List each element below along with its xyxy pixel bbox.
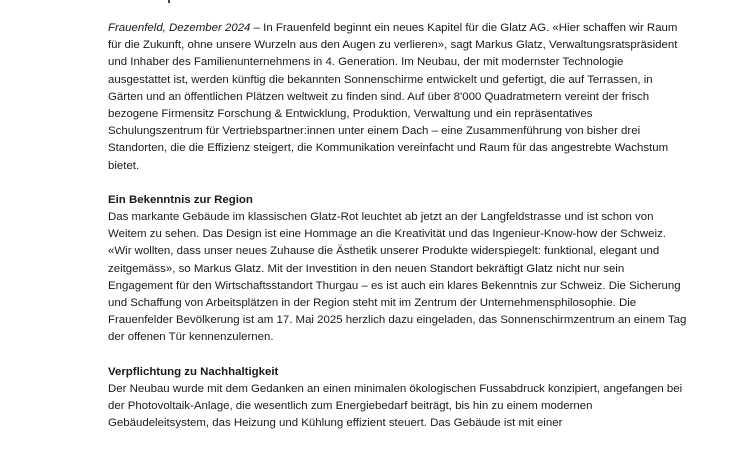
- section-region: [108, 192, 688, 347]
- section-heading: Ein Bekenntnis zur Region: [108, 193, 253, 206]
- section-body: Der Neubau wurde mit dem Gedanken an einen minimalen ökologischen Fussabdruck konzipiert, angefangen bei der Photovoltaik-Anlage, die wesentlich zum Energiebedarf beiträgt, bis hin zu einem modernen Gebäudeleitsystem, das Heizung und Kühlung effizient steuert. Das Gebäude ist mit einer: [108, 382, 683, 430]
- section-sustainability: [108, 364, 688, 433]
- intro-text: – In Frauenfeld beginnt ein neues Kapitel für die Glatz AG. «Hier schaffen wir Raum für die Zukunft, ohne unsere Wurzeln aus den Augen zu verlieren», sagt Markus Glatz, Verwaltungsratspräsident und Inhaber des Familienunternehmens in 4. Generation. Im Neubau, der mit modernster Technologie ausgestattet ist, werden künftig die bekannten Sonnenschirme entwickelt und gefertigt, die auf Terrassen, in Gärten und an öffentlichen Plätzen weltweit zu finden sind. Auf über 8'000 Quadratmetern vereint der frisch bezogene Firmensitz Forschung & Entwicklung, Produktion, Verwaltung und ein repräsentatives Schulungszentrum für Vertriebspartner:innen unter einem Dach – eine Zusammenführung von bisher drei Standorten, die die Effizienz steigert, die Kommunikation vereinfacht und Raum für das angestrebte Wachstum bietet.: [108, 22, 678, 172]
- section-body: Das markante Gebäude im klassischen Glatz-Rot leuchtet ab jetzt an der Langfeldstrasse und ist schon von Weitem zu sehen. Das Design ist eine Hommage an die Kreativität und das Ingenieur-Know-how der Schweiz. «Wir wollten, dass unser neues Zuhause die Ästhetik unserer Produkte widerspiegelt: funktional, elegant und zeitgemäss», so Markus Glatz. Mit der Investition in den neuen Standort bekräftigt Glatz nicht nur sein Engagement für den Wirtschaftsstandort Thurgau – es ist auch ein klares Bekenntnis zur Schweiz. Die Sicherung und Schaffung von Arbeitsplätzen in der Region steht mit im Zentrum der Unternehmensphilosophie. Die Frauenfelder Bevölkerung ist am 17. Mai 2025 herzlich dazu eingeladen, das Sonnenschirmzentrum an einem Tag der offenen Tür kennenzulernen.: [108, 211, 687, 344]
- section-heading: Verpflichtung zu Nachhaltigkeit: [108, 365, 279, 378]
- document-page: [108, 0, 688, 449]
- page-top-edge: [108, 0, 688, 3]
- dateline: Frauenfeld, Dezember 2024: [108, 22, 251, 34]
- intro-paragraph: [108, 20, 688, 175]
